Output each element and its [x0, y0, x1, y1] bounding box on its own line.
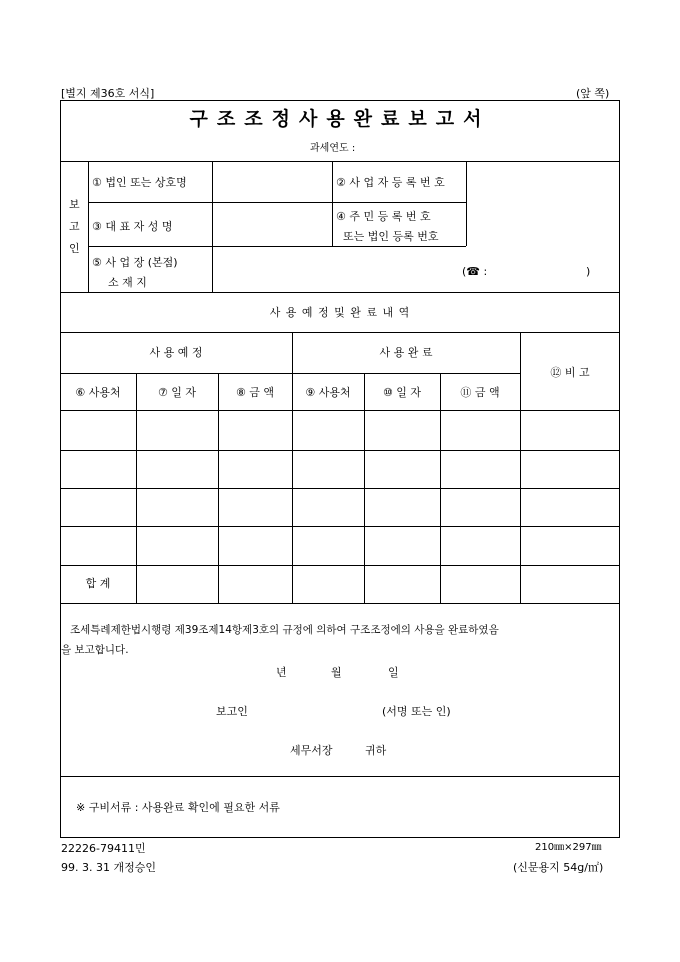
divider — [292, 332, 293, 603]
divider — [60, 373, 520, 374]
location-label: ⑤ 사 업 장 (본점) — [92, 256, 178, 269]
divider — [60, 332, 620, 333]
col-header: ⑨ 사용처 — [305, 386, 351, 399]
location-label-2: 소 재 지 — [108, 276, 147, 289]
divider — [60, 450, 620, 451]
col-header: ⑥ 사용처 — [75, 386, 121, 399]
divider — [88, 202, 466, 203]
reporter-sign-label: 보고인 — [216, 705, 248, 718]
form-code: 22226-79411민 — [61, 842, 146, 855]
resident-reg-label-2: 또는 법인 등록 번호 — [343, 230, 439, 243]
rep-name-label: ③ 대 표 자 성 명 — [92, 220, 173, 233]
divider — [212, 161, 213, 292]
completed-header: 사 용 완 료 — [379, 346, 433, 359]
reporter-label-char: 고 — [69, 220, 80, 233]
attachment-note: ※ 구비서류 : 사용완료 확인에 필요한 서류 — [76, 801, 280, 814]
col-header: ⑪ 금 액 — [460, 386, 500, 399]
col-header: ⑦ 일 자 — [157, 386, 197, 399]
divider — [332, 161, 333, 246]
planned-header: 사 용 예 정 — [149, 346, 203, 359]
divider — [440, 373, 441, 603]
details-title: 사 용 예 정 및 완 료 내 역 — [269, 306, 411, 319]
date-month: 월 — [331, 666, 342, 679]
honorific: 귀하 — [365, 744, 387, 757]
page-side: (앞 쪽) — [576, 87, 610, 100]
divider — [60, 292, 620, 293]
form-number: [별지 제36호 서식] — [61, 87, 155, 100]
divider — [60, 776, 620, 777]
approval-date: 99. 3. 31 개정승인 — [61, 861, 156, 874]
divider — [60, 565, 620, 566]
divider — [60, 161, 620, 162]
divider — [60, 488, 620, 489]
reporter-label-char: 인 — [69, 242, 80, 255]
divider — [60, 526, 620, 527]
paper-size: 210㎜×297㎜ — [535, 842, 602, 853]
statement-line-1: 조세특례제한법시행령 제39조제14항제3호의 규정에 의하여 구조조정에의 사용을 완료하였음 — [70, 624, 499, 636]
remarks-label: ⑫ 비 고 — [550, 366, 590, 379]
reporter-label-char: 보 — [69, 198, 80, 211]
resident-reg-label: ④ 주 민 등 록 번 호 — [336, 210, 431, 223]
addressee: 세무서장 — [290, 744, 333, 757]
divider — [466, 161, 467, 246]
divider — [364, 373, 365, 603]
statement-line-2: 을 보고합니다. — [61, 644, 129, 656]
divider — [60, 603, 620, 604]
date-day: 일 — [388, 666, 399, 679]
paper-type: (신문용지 54g/㎡) — [513, 861, 604, 874]
tax-year-label: 과세연도 : — [310, 143, 356, 154]
corp-name-label: ① 법인 또는 상호명 — [92, 176, 187, 189]
total-label: 합 계 — [85, 577, 111, 590]
divider — [60, 410, 620, 411]
divider — [88, 161, 89, 292]
phone-label: (☎ : — [462, 265, 488, 278]
divider — [88, 246, 466, 247]
form-title: 구조조정사용완료보고서 — [189, 108, 491, 130]
phone-close: ) — [586, 265, 591, 278]
col-header: ⑧ 금 액 — [235, 386, 275, 399]
date-year: 년 — [276, 666, 287, 679]
biz-reg-label: ② 사 업 자 등 록 번 호 — [336, 176, 445, 189]
col-header: ⑩ 일 자 — [382, 386, 422, 399]
divider — [136, 373, 137, 603]
divider — [218, 373, 219, 603]
signature-label: (서명 또는 인) — [382, 705, 451, 718]
